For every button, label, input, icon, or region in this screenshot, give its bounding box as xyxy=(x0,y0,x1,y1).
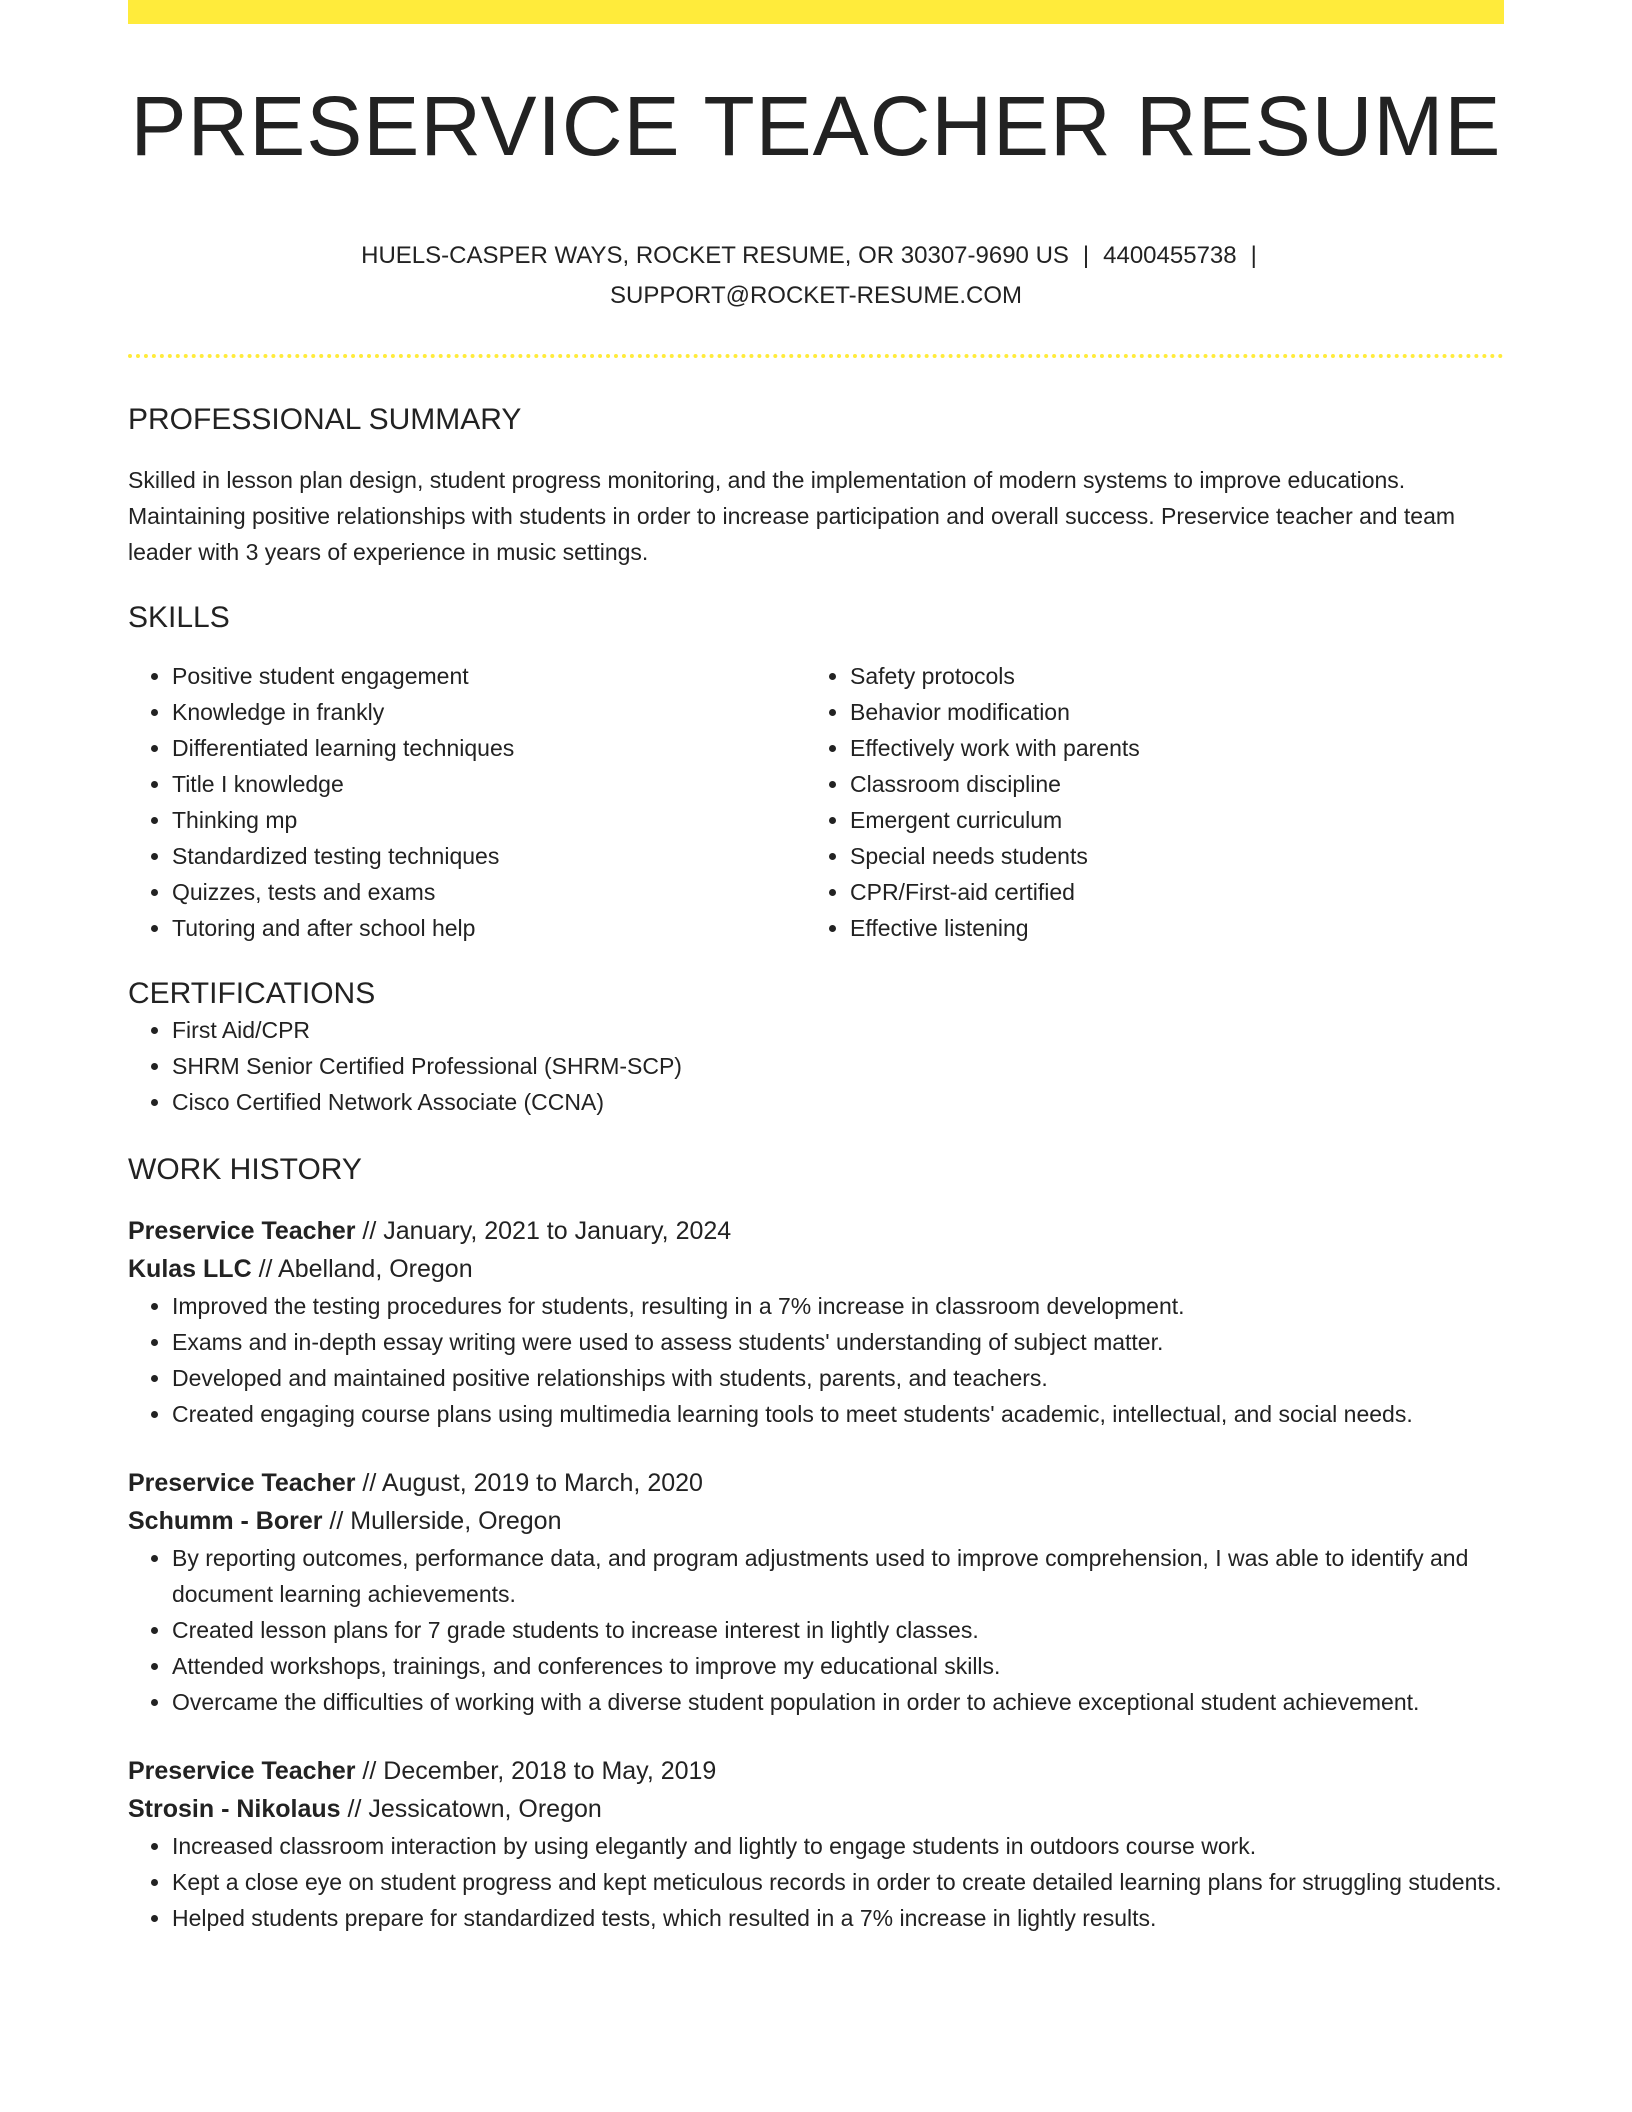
job-entry xyxy=(128,1464,1504,1720)
summary-text: Skilled in lesson plan design, student progress monitoring, and the implementation of modern systems to improve educations. Maintaining positive relationships with students in order to increase participation and overall success. Preservice teacher and team leader with 3 years of experience in music settings. xyxy=(128,467,1456,565)
list-item: • Overcame the difficulties of working with a diverse student population in order to achieve exceptional student achievement. xyxy=(172,1684,1504,1720)
job-title: Preservice Teacher xyxy=(128,1469,356,1497)
job-title: Preservice Teacher xyxy=(128,1757,356,1785)
work-history-heading: WORK HISTORY xyxy=(128,1153,362,1186)
skills-columns xyxy=(128,658,1504,946)
list-item: • Standardized testing techniques xyxy=(172,838,806,874)
list-item: • By reporting outcomes, performance data, and program adjustments used to improve comprehension, I was able to identify and document learning achievements. xyxy=(172,1540,1504,1612)
list-item: • Improved the testing procedures for students, resulting in a 7% increase in classroom development. xyxy=(172,1288,1504,1324)
job-bullets xyxy=(128,1828,1504,1936)
contact-separator: | xyxy=(1250,242,1257,269)
list-item: • First Aid/CPR xyxy=(172,1012,1504,1048)
list-item: • Helped students prepare for standardized tests, which resulted in a 7% increase in lightly results. xyxy=(172,1900,1504,1936)
list-item: • Positive student engagement xyxy=(172,658,806,694)
skills-list-left xyxy=(128,658,806,946)
job-title-line xyxy=(128,1464,1504,1502)
list-item: • CPR/First-aid certified xyxy=(850,874,1484,910)
accent-top-bar xyxy=(128,0,1504,24)
certifications-heading: CERTIFICATIONS xyxy=(128,977,376,1010)
job-dates: // January, 2021 to January, 2024 xyxy=(355,1217,732,1245)
job-location: // Jessicatown, Oregon xyxy=(340,1795,602,1823)
list-item: • Quizzes, tests and exams xyxy=(172,874,806,910)
skills-heading: SKILLS xyxy=(128,601,230,634)
list-item: • Created engaging course plans using multimedia learning tools to meet students' academic, intellectual, and social needs. xyxy=(172,1396,1504,1432)
page-title: PRESERVICE TEACHER RESUME xyxy=(130,79,1502,173)
certifications-section xyxy=(128,976,1504,1120)
job-dates: // December, 2018 to May, 2019 xyxy=(355,1757,717,1785)
contact-separator: | xyxy=(1082,242,1090,269)
list-item: • Title I knowledge xyxy=(172,766,806,802)
contact-line-1 xyxy=(128,236,1504,276)
job-dates: // August, 2019 to March, 2020 xyxy=(355,1469,703,1497)
job-location: // Abelland, Oregon xyxy=(251,1255,473,1283)
job-title: Preservice Teacher xyxy=(128,1217,356,1245)
list-item: • Knowledge in frankly xyxy=(172,694,806,730)
list-item: • Differentiated learning techniques xyxy=(172,730,806,766)
list-item: • Special needs students xyxy=(850,838,1484,874)
job-company-line xyxy=(128,1502,1504,1540)
list-item: • Effectively work with parents xyxy=(850,730,1484,766)
summary-heading: PROFESSIONAL SUMMARY xyxy=(128,403,522,436)
skills-column-left xyxy=(128,658,806,946)
list-item: • Effective listening xyxy=(850,910,1484,946)
job-company: Kulas LLC xyxy=(128,1255,252,1283)
job-company: Schumm - Borer xyxy=(128,1507,323,1535)
job-entry xyxy=(128,1752,1504,1936)
skills-column-right xyxy=(806,658,1484,946)
job-company-line xyxy=(128,1250,1504,1288)
contact-phone: 4400455738 xyxy=(1103,242,1237,269)
list-item: • Behavior modification xyxy=(850,694,1484,730)
job-company-line xyxy=(128,1790,1504,1828)
job-entry xyxy=(128,1212,1504,1432)
list-item: • Emergent curriculum xyxy=(850,802,1484,838)
list-item: • Developed and maintained positive relationships with students, parents, and teachers. xyxy=(172,1360,1504,1396)
certifications-list xyxy=(128,1012,1504,1120)
contact-info xyxy=(128,236,1504,316)
job-title-line xyxy=(128,1212,1504,1250)
list-item: • Increased classroom interaction by using elegantly and lightly to engage students in outdoors course work. xyxy=(172,1828,1504,1864)
job-company: Strosin - Nikolaus xyxy=(128,1795,341,1823)
contact-address: HUELS-CASPER WAYS, ROCKET RESUME, OR 30307-9690 US xyxy=(361,242,1069,269)
job-bullets xyxy=(128,1288,1504,1432)
contact-email: SUPPORT@ROCKET-RESUME.COM xyxy=(610,282,1022,309)
list-item: • Created lesson plans for 7 grade students to increase interest in lightly classes. xyxy=(172,1612,1504,1648)
list-item: • Kept a close eye on student progress and kept meticulous records in order to create detailed learning plans for struggling students. xyxy=(172,1864,1504,1900)
list-item: • Safety protocols xyxy=(850,658,1484,694)
skills-section xyxy=(128,600,1504,946)
summary-section xyxy=(128,402,1504,570)
job-title-line xyxy=(128,1752,1504,1790)
list-item: • Cisco Certified Network Associate (CCNA) xyxy=(172,1084,1504,1120)
resume-page xyxy=(128,0,1504,1936)
contact-line-2 xyxy=(128,276,1504,316)
list-item: • Classroom discipline xyxy=(850,766,1484,802)
skills-list-right xyxy=(806,658,1484,946)
job-location: // Mullerside, Oregon xyxy=(322,1507,562,1535)
list-item: • Exams and in-depth essay writing were used to assess students' understanding of subject matter. xyxy=(172,1324,1504,1360)
list-item: • Attended workshops, trainings, and conferences to improve my educational skills. xyxy=(172,1648,1504,1684)
dotted-divider xyxy=(128,354,1504,358)
list-item: • Tutoring and after school help xyxy=(172,910,806,946)
job-bullets xyxy=(128,1540,1504,1720)
list-item: • SHRM Senior Certified Professional (SHRM-SCP) xyxy=(172,1048,1504,1084)
work-history-section xyxy=(128,1152,1504,1936)
list-item: • Thinking mp xyxy=(172,802,806,838)
